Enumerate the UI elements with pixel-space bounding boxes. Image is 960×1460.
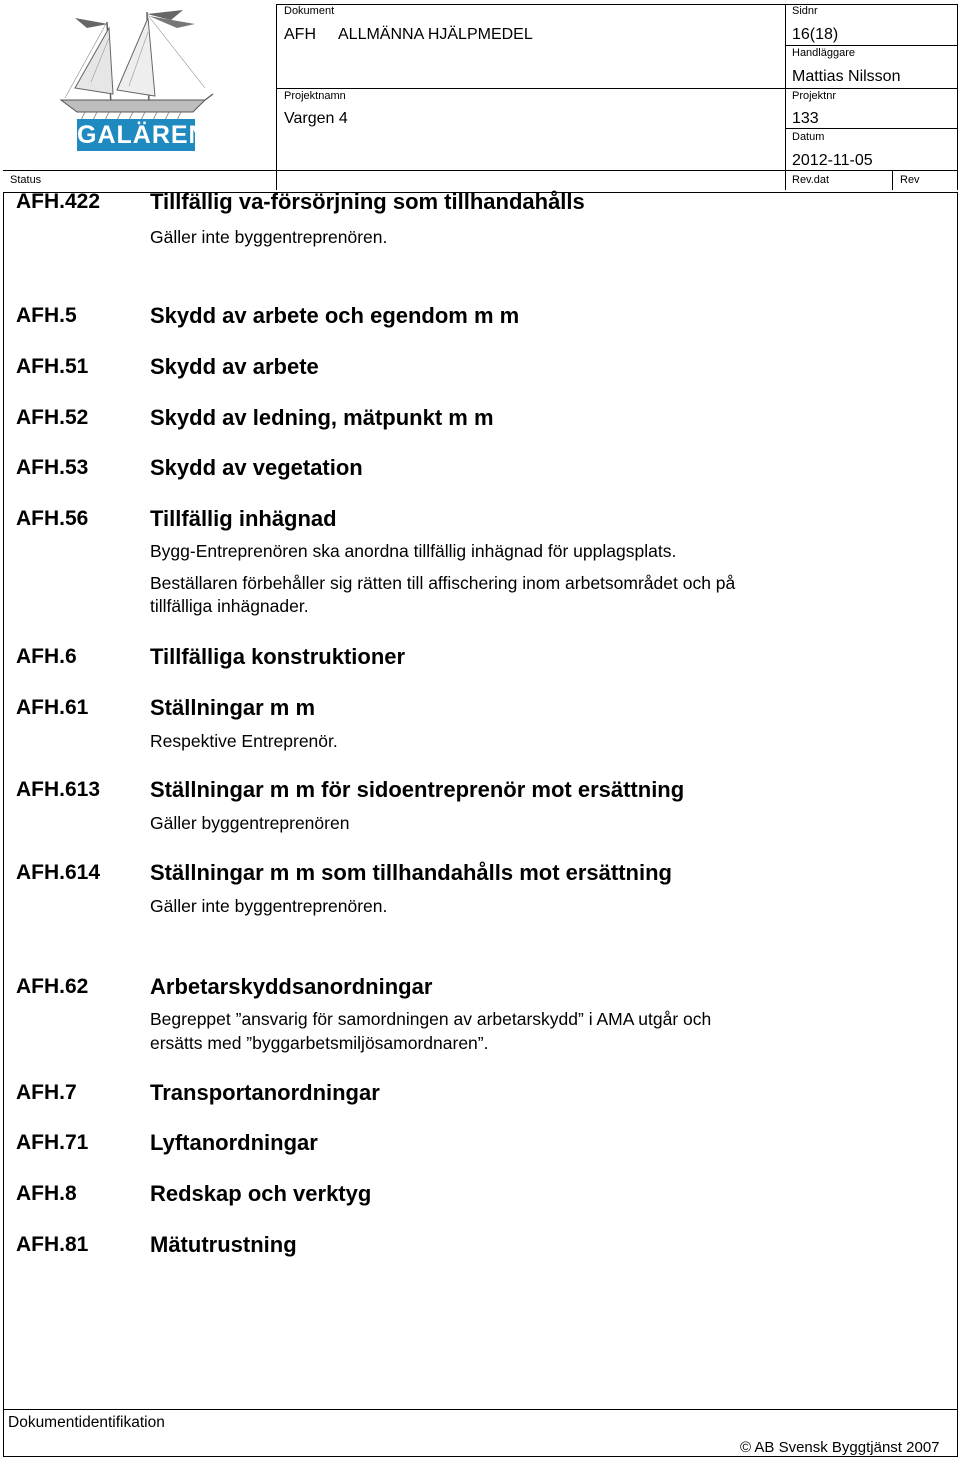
section-code: AFH.614 [16,861,101,884]
section-title: Skydd av vegetation [150,455,363,480]
label-projektnr: Projektnr [792,90,837,102]
header-divider-mid [785,4,786,190]
projektnr-value: 133 [792,110,819,127]
section-title: Redskap och verktyg [150,1181,372,1206]
section-code: AFH.71 [16,1131,89,1154]
label-revdat: Rev.dat [792,174,830,186]
section-code: AFH.56 [16,507,89,530]
section-code: AFH.53 [16,456,89,479]
projektnamn-value: Vargen 4 [284,110,348,127]
section-title: Mätutrustning [150,1232,297,1257]
section-title: Tillfällig inhägnad [150,506,337,531]
header-rule-2 [276,88,958,89]
doc-id-label: Dokumentidentifikation [8,1414,165,1431]
label-rev: Rev [900,174,920,186]
datum-value: 2012-11-05 [792,152,873,169]
section-code: AFH.422 [16,190,101,213]
section-title: Ställningar m m som tillhandahålls mot ersättning [150,860,672,885]
section-code: AFH.52 [16,406,89,429]
section-title: Ställningar m m för sidoentreprenör mot ersättning [150,777,685,802]
galaren-logo [55,8,215,158]
section-title: Skydd av ledning, mätpunkt m m [150,405,494,430]
section-code: AFH.51 [16,355,89,378]
header-divider-left [276,4,277,190]
label-projektnamn: Projektnamn [284,90,346,102]
section-code: AFH.6 [16,645,77,668]
label-status: Status [10,174,42,186]
handlaggare-value: Mattias Nilsson [792,68,901,85]
section-code: AFH.7 [16,1081,77,1104]
copyright-text: © AB Svensk Byggtjänst 2007 [740,1439,940,1456]
section-text: ersätts med ”byggarbetsmiljösamordnaren”. [150,1033,489,1053]
sidnr-value: 16(18) [792,26,839,43]
section-title: Transportanordningar [150,1080,380,1105]
section-text: Bygg-Entreprenören ska anordna tillfällig inhägnad för upplagsplats. [150,541,677,561]
section-title: Tillfälliga konstruktioner [150,644,406,669]
ship-icon [55,8,215,126]
header-rule-top [276,4,958,5]
label-dokument: Dokument [284,5,335,17]
section-title: Arbetarskyddsanordningar [150,974,433,999]
section-text: Gäller inte byggentreprenören. [150,896,388,916]
label-datum: Datum [792,131,825,143]
section-code: AFH.81 [16,1233,89,1256]
header-rule-4 [3,170,958,171]
section-title: Ställningar m m [150,695,316,720]
header-rule-3 [785,128,958,129]
section-text: Respektive Entreprenör. [150,731,338,751]
section-text: Begreppet ”ansvarig för samordningen av arbetarskydd” i AMA utgår och [150,1009,712,1029]
section-title: Skydd av arbete och egendom m m [150,303,520,328]
header-divider-rev [892,170,893,190]
header-rule-1 [785,45,958,46]
dokument-title: ALLMÄNNA HJÄLPMEDEL [338,26,533,43]
section-code: AFH.61 [16,696,89,719]
section-title: Lyftanordningar [150,1130,318,1155]
logo-text: GALÄREN [77,121,208,149]
section-code: AFH.5 [16,304,77,327]
label-sidnr: Sidnr [792,5,818,17]
section-code: AFH.613 [16,778,101,801]
section-title: Skydd av arbete [150,354,319,379]
label-handlaggare: Handläggare [792,47,855,59]
section-code: AFH.8 [16,1182,77,1205]
dokument-code: AFH [284,26,316,43]
section-text: tillfälliga inhägnader. [150,596,309,616]
section-text: Gäller byggentreprenören [150,813,350,833]
section-text: Gäller inte byggentreprenören. [150,227,388,247]
section-code: AFH.62 [16,975,89,998]
section-text: Beställaren förbehåller sig rätten till affischering inom arbetsområdet och på [150,573,736,593]
section-title: Tillfällig va-försörjning som tillhandahålls [150,189,585,214]
header-right-edge [957,4,958,190]
